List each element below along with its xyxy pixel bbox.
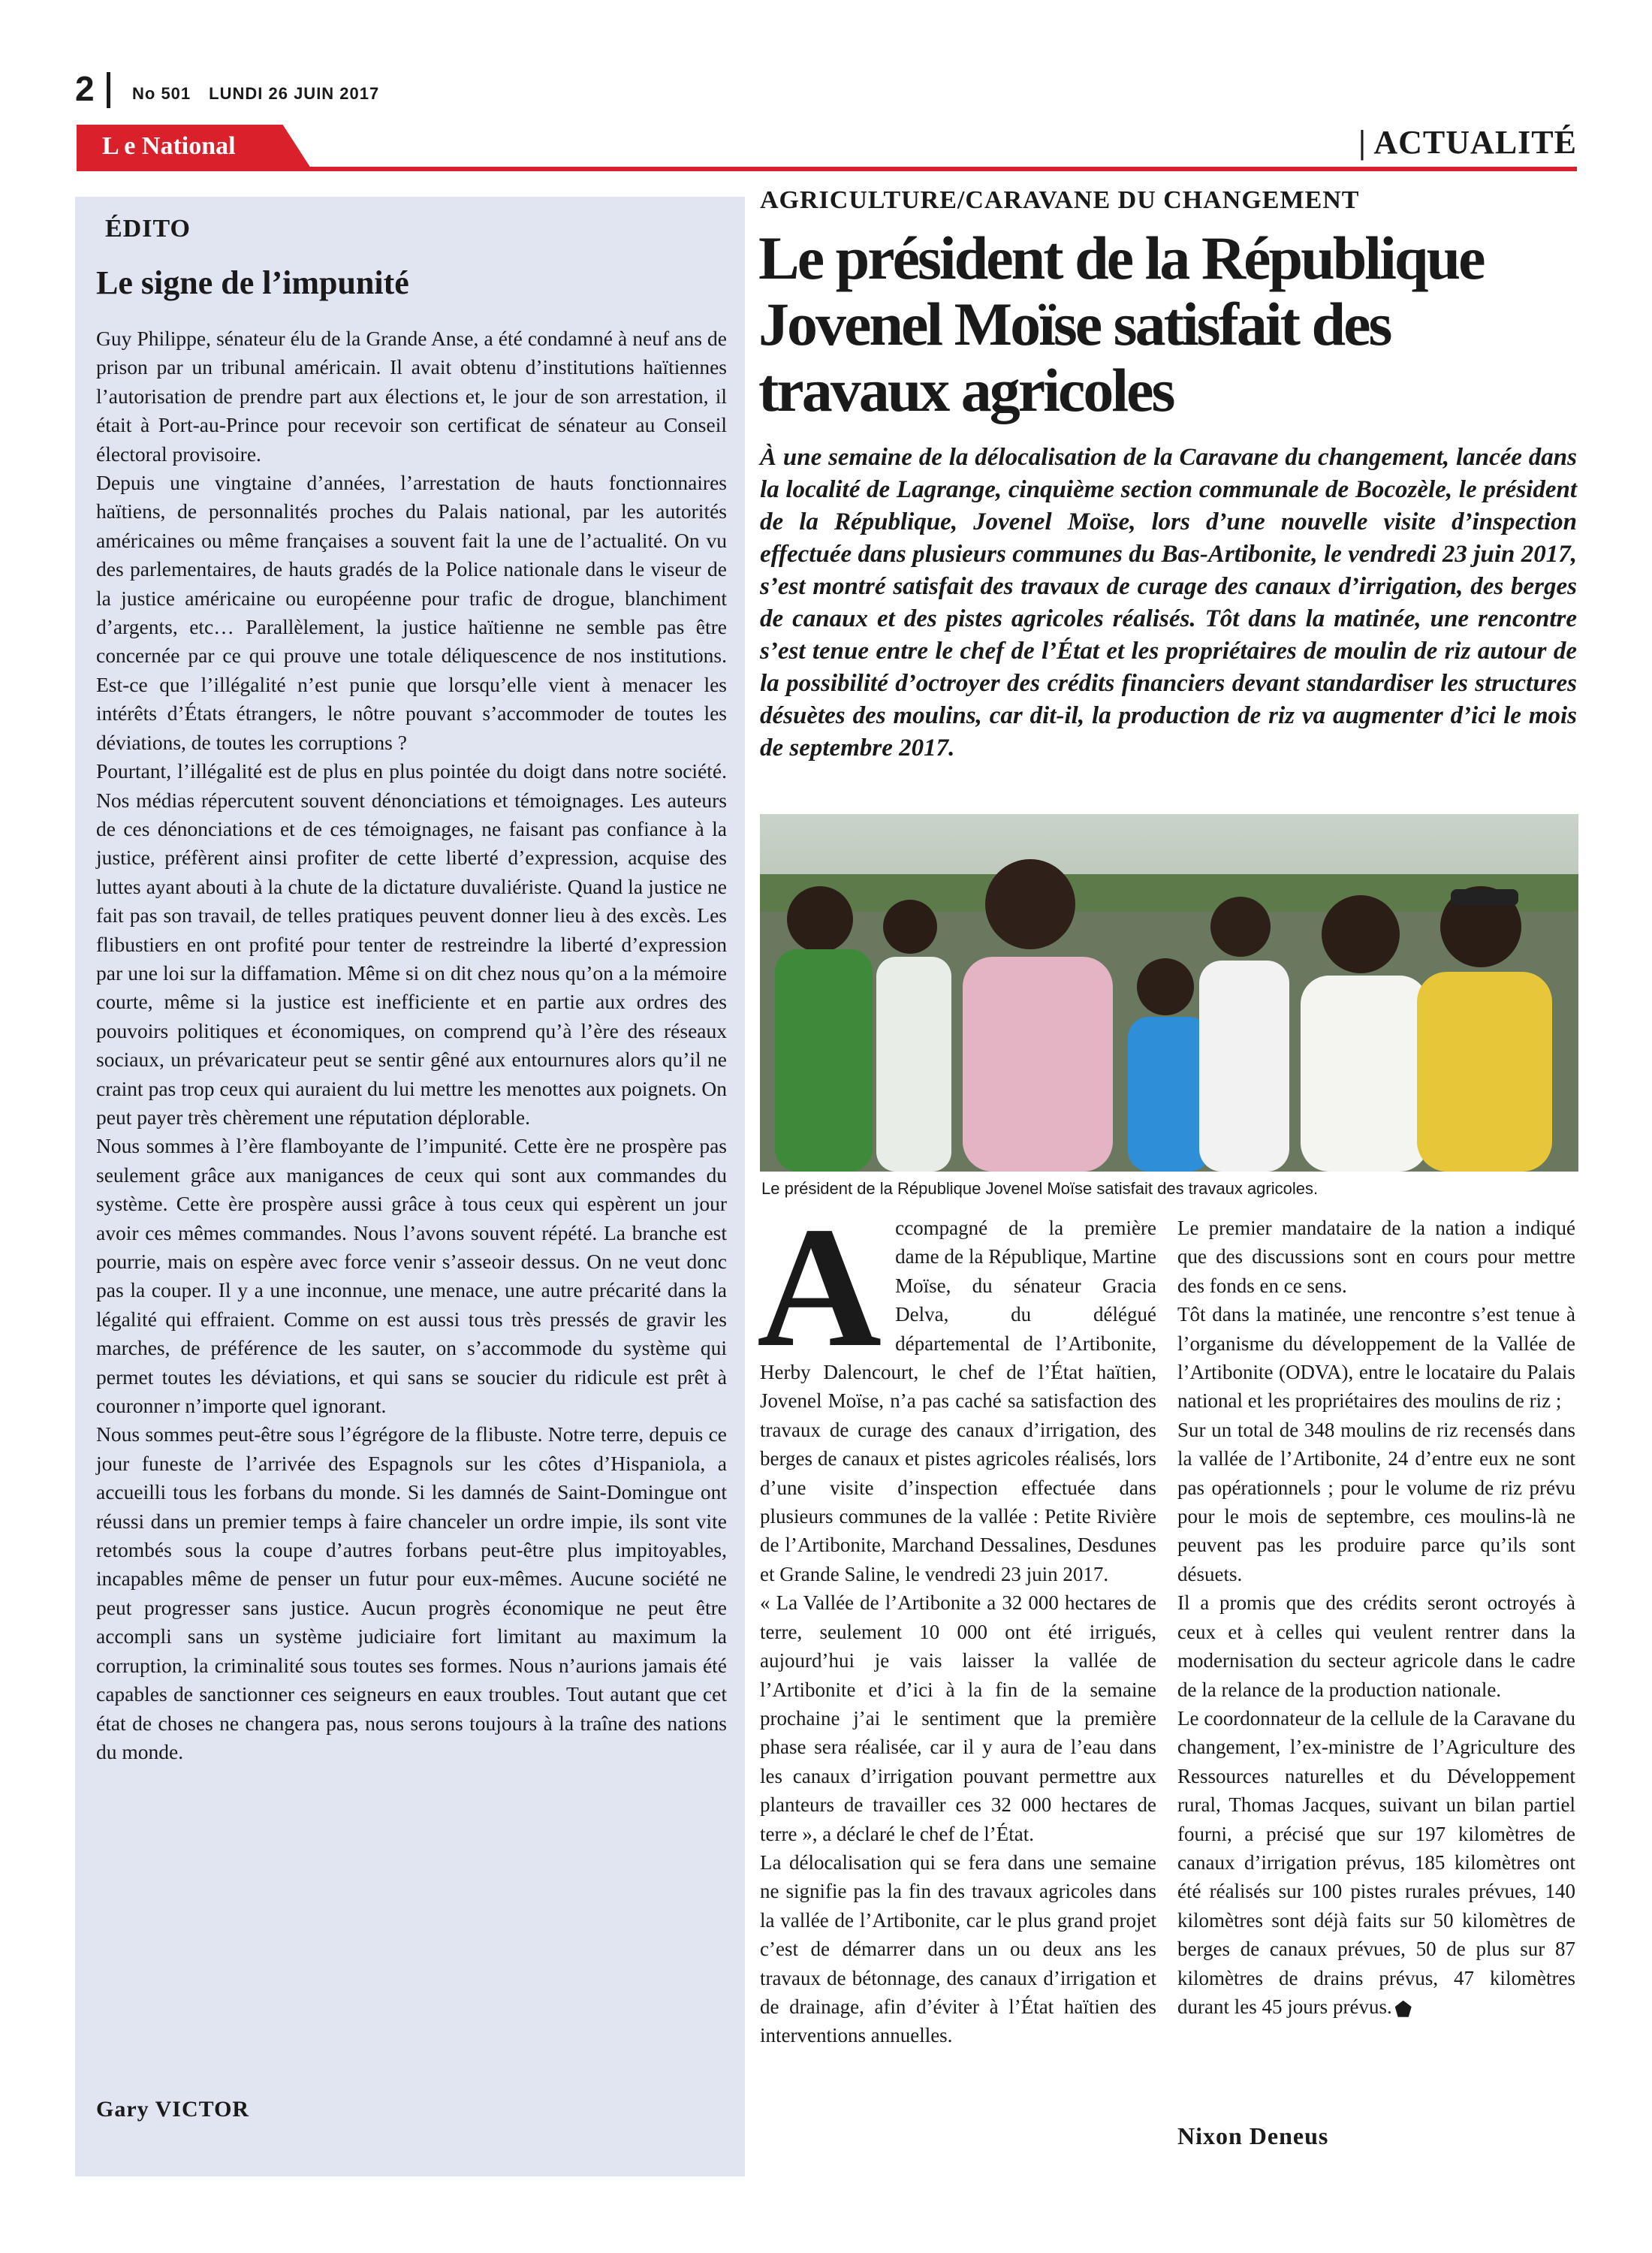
drop-cap: A xyxy=(757,1191,882,1383)
article-photo xyxy=(760,814,1578,1172)
article-headline: Le président de la République Jovenel Moïse satisfait des travaux agricoles xyxy=(758,224,1484,424)
editorial-paragraph: Nous sommes à l’ère flamboyante de l’impunité. Cette ère ne prospère pas seulement grâce aux manigances de ceux qui sont aux commandes du système. Cette ère prospère aussi grâce à tous ceux qui espèrent un jour avoir ces mêmes commandes. Nous l’avons souvent répété. La branche est pourrie, mais on espère avec force venir s’asseoir dessus. On ne veut donc pas la couper. Il y a une inconnue, une menace, une autre précarité dans la légalité qui effraient. Comme on est aussi tous très pressés de gravir les marches, de préférence de les sauter, on s’accommode du système qui permet toutes les déviations, et qui sans se soucier du ridicule est prêt à couronner n’importe quel ignorant. xyxy=(96,1134,727,1418)
article-lede: À une semaine de la délocalisation de la Caravane du changement, lancée dans la localité de Lagrange, cinquième section communale de Bocozèle, le président de la République, Jovenel Moïse, lors d’une nouvelle visite d’inspection effectuée dans plusieurs communes du Bas-Artibonite, le vendredi 23 juin 2017, s’est montré satisfait des travaux de curage des canaux d’irrigation, des berges de canaux et des pistes agricoles réalisés. Tôt dans la matinée, une rencontre s’est tenue entre le chef de l’État et les propriétaires de moulin de riz autour de la possibilité d’octroyer des crédits financiers devant standardiser les structures désuètes des moulins, car dit-il, la production de riz va augmenter d’ici le mois de septembre 2017. xyxy=(760,444,1577,762)
article-paragraph: Tôt dans la matinée, une rencontre s’est tenue à l’organisme du développement de la Vallée de l’Artibonite (ODVA), entre le locataire du Palais national et les propriétaires des moulins de riz ; xyxy=(1177,1303,1575,1413)
article-paragraph: ccompagné de la première dame de la République, Martine Moïse, du sénateur Gracia Delva, du délégué départemental de l’Artibonite, Herby Dalencourt, le chef de l’État haïtien, Jovenel Moïse, n’a pas caché sa satisfaction des travaux de curage des canaux d’irrigation, des berges de canaux et pistes agricoles réalisés, lors d’une visite d’inspection effectuée dans plusieurs communes de la vallée : Petite Rivière de l’Artibonite, Marchand Dessalines, Desdunes et Grande Saline, le vendredi 23 juin 2017. xyxy=(760,1217,1156,1585)
editorial-body xyxy=(96,324,727,1766)
editorial-paragraph: Nous sommes peut-être sous l’égrégore de la flibuste. Notre terre, depuis ce jour funeste de l’arrivée des Espagnols sur les côtes d’Hispaniola, a accueilli tous les forbans du monde. Si les damnés de Saint-Domingue ont réussi dans un premier temps à faire chanceler un ordre impie, ils sont vite retombés sous la coupe d’autres forbans peut-être plus impitoyables, incapables même de penser un futur pour eux-mêmes. Aucune société ne peut progresser sans justice. Aucun progrès économique ne peut être accompli sans un système judiciaire fort limitant au maximum la corruption, la criminalité sous toutes ses formes. Nous n’aurions jamais été capables de sanctionner ces seigneurs en eaux troubles. Tout autant que cet état de choses ne changera pas, nous serons toujours à la traîne des nations du monde. xyxy=(96,1422,727,1763)
issue-date: LUNDI 26 JUIN 2017 xyxy=(209,84,380,103)
article-paragraph: Sur un total de 348 moulins de riz recensés dans la vallée de l’Artibonite, 24 d’entre eux ne sont pas opérationnels ; pour le volume de riz prévu pour le mois de septembre, ces moulins-là ne peuvent pas les produire parce qu’ils sont désuets. xyxy=(1177,1418,1575,1585)
article-paragraph: Le premier mandataire de la nation a indiqué que des discussions sont en cours pour mettre des fonds en ce sens. xyxy=(1177,1217,1575,1297)
section-label: | ACTUALITÉ xyxy=(1358,124,1577,161)
photo-illustration xyxy=(760,814,1578,1172)
issue-line xyxy=(132,84,379,104)
article-paragraph: Il a promis que des crédits seront octroyés à ceux et à celles qui veulent rentrer dans la modernisation du secteur agricole dans le cadre de la relance de la production nationale. xyxy=(1177,1591,1575,1701)
article-paragraph xyxy=(1177,1704,1575,2021)
article-author: Nixon Deneus xyxy=(1177,2122,1329,2149)
header-divider xyxy=(107,72,110,108)
photo-caption: Le président de la République Jovenel Moïse satisfait des travaux agricoles. xyxy=(761,1179,1319,1198)
editorial-paragraph: Pourtant, l’illégalité est de plus en plus pointée du doigt dans notre société. Nos médias répercutent souvent dénonciations et témoignages. Les auteurs de ces dénonciations et de ces témoignages, ne faisant pas confiance à la justice, préfèrent ainsi profiter de cette liberté d’expression, acquise des luttes ayant abouti à la chute de la dictature duvaliériste. Quand la justice ne fait pas son travail, de telles pratiques peuvent donner lieu à des excès. Les flibustiers en ont profité pour tenter de restreindre la liberté d’expression par une loi sur la diffamation. Même si on dit chez nous qu’on a la mémoire courte, même si la justice est inefficiente et en partie aux ordres des pouvoirs politiques et économiques, on comprend qu’à l’ère des réseaux sociaux, un prévaricateur peut se sentir gêné aux entournures alors qu’il ne craint pas trop ceux qui auraient du lui mettre les menottes aux poignets. On peut payer très chèrement une réputation déplorable. xyxy=(96,759,727,1129)
page-number: 2 xyxy=(75,69,95,108)
article-kicker: AGRICULTURE/CARAVANE DU CHANGEMENT xyxy=(760,186,1360,214)
article-paragraph: La délocalisation qui se fera dans une semaine ne signifie pas la fin des travaux agricoles dans la vallée de l’Artibonite, car le plus grand projet c’est de démarrer dans un ou deux ans les travaux de bétonnage, des canaux d’irrigation et de drainage, afin d’éviter à l’État haïtien des interventions annuelles. xyxy=(760,1850,1156,2047)
editorial-kicker: ÉDITO xyxy=(105,215,191,243)
end-mark-icon xyxy=(1395,2001,1412,2017)
editorial-title: Le signe de l’impunité xyxy=(96,264,409,301)
article-column-1 xyxy=(757,1191,1156,2050)
article-column-2 xyxy=(1177,1214,1575,2021)
article-paragraph-text: Le coordonnateur de la cellule de la Caravane du changement, l’ex-ministre de l’Agriculture des Ressources naturelles et du Développement rural, Thomas Jacques, suivant un bilan partiel fourni, a précisé que sur 197 kilomètres de canaux d’irrigation prévus, 185 kilomètres ont été réalisés sur 100 pistes rurales prévues, 140 kilomètres sont déjà faits sur 50 kilomètres de berges de canaux prévues, 50 de plus sur 87 kilomètres de drains prévus, 47 kilomètres durant les 45 jours prévus. xyxy=(1177,1706,1575,2018)
editorial-paragraph: Depuis une vingtaine d’années, l’arrestation de hauts fonctionnaires haïtiens, de personnalités proches du Palais national, par les autorités américaines ou même françaises a souvent fait la une de l’actualité. On vu des parlementaires, de hauts gradés de la Police nationale dans le viseur de la justice américaine ou européenne pour trafic de drogue, blanchiment d’argents, etc… Parallèlement, la justice haïtienne ne semble pas être concernée par ce qui prouve une totale déliquescence de nos institutions. Est-ce que l’illégalité n’est punie que lorsqu’elle vient à menacer les intérêts d’États étrangers, le nôtre pouvant s’accommoder de toutes les déviations, de toutes les corruptions ? xyxy=(96,471,727,754)
editorial-paragraph: Guy Philippe, sénateur élu de la Grande Anse, a été condamné à neuf ans de prison par un tribunal américain. Il avait obtenu d’institutions haïtiennes l’autorisation de prendre part aux élections et, le jour de son arrestation, il était à Port-au-Prince pour recevoir son certificat de sénateur au Conseil électoral provisoire. xyxy=(96,327,727,466)
header-rule xyxy=(77,167,1577,171)
editorial-author: Gary VICTOR xyxy=(96,2097,250,2122)
masthead-title: L e National xyxy=(102,132,236,160)
article-paragraph: « La Vallée de l’Artibonite a 32 000 hectares de terre, seulement 10 000 ont été irrigués, aujourd’hui je vais laisser la vallée de l’Artibonite et d’ici à la fin de la semaine prochaine j’ai le sentiment que la première phase sera réalisée, car il y aura de l’eau dans les canaux d’irrigation pouvant permettre aux planteurs de travailler ces 32 000 hectares de terre », a déclaré le chef de l’État. xyxy=(760,1591,1156,1845)
issue-number: No 501 xyxy=(132,84,191,103)
